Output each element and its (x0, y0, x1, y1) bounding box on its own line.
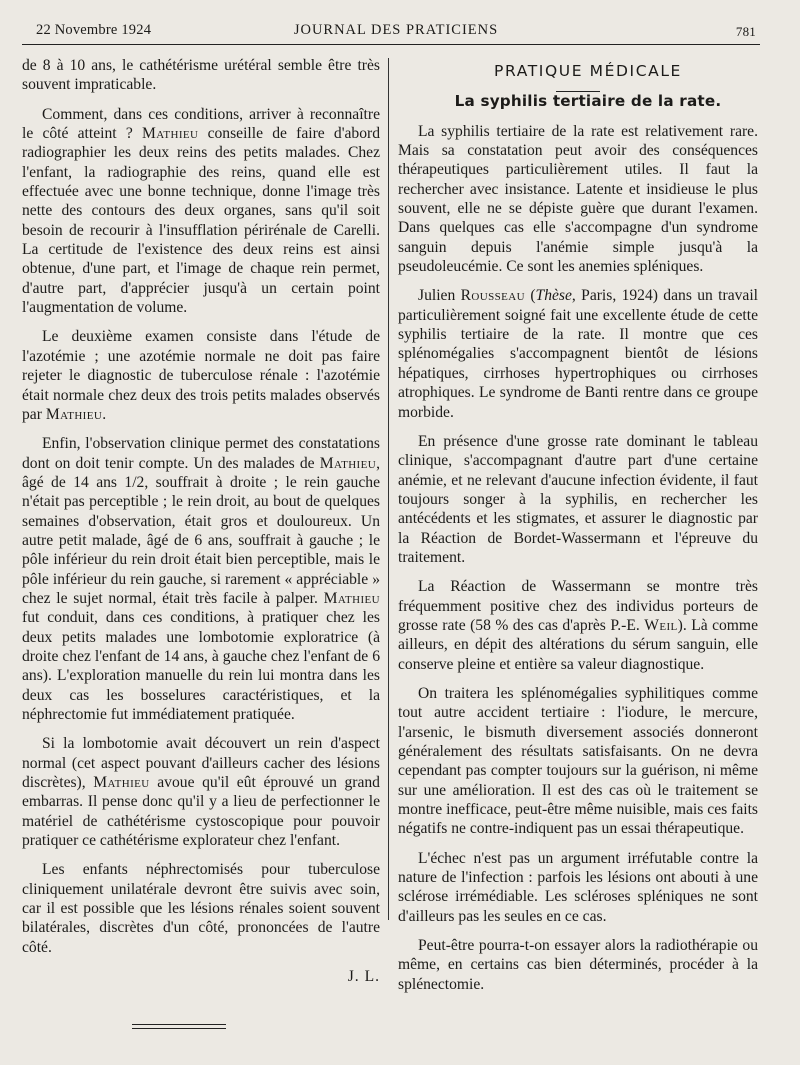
header-rule (22, 44, 760, 45)
paragraph: On traitera les splénomégalies syphilitiques comme tout autre accident tertiaire : l'iodure, le mercure, l'arsenic, le bismuth diversement associés donneront généralement des résultats satisfaisants. On ne devra cependant pas compter toujours sur la guérison, ni même sur une amélioration. Il est des cas où le traitement se montre inefficace, peut-être même nuisible, mais ces faits négatifs ne contre-indiquent pas un essai thérapeutique. (398, 684, 758, 838)
paragraph: Comment, dans ces conditions, arriver à reconnaître le côté atteint ? Mathieu conseille de faire d'abord radiographier les deux reins des petits malades. Chez l'enfant, la radiographie des reins, quand elle est effectuée avec une bonne technique, donne l'image très nette des contours des deux organes, sans qu'il soit besoin de recourir à l'insufflation périrénale de Carelli. La certitude de l'existence des deux reins est ainsi obtenue, d'une part, et l'image de chaque rein permet, d'autre part, d'apprécier jusqu'à un certain point l'augmentation de volume. (22, 105, 381, 317)
left-column (22, 56, 380, 1029)
author-name: Mathieu (319, 454, 377, 472)
paragraph: Enfin, l'observation clinique permet des constatations dont on doit tenir compte. Un des malades de Mathieu, âgé de 14 ans 1/2, souffrait à droite ; le rein gauche n'était pas perceptible ; le rein droit, au bout de quelques semaines d'observation, était gros et douloureux. Un autre petit malade, âgé de 6 ans, souffrait à gauche ; le pôle inférieur du rein droit était bien perceptible, mais le pôle inférieur du rein gauche, si rarement « appréciable » chez le sujet normal, était très facile à palper. Mathieu fut conduit, dans ces conditions, à pratiquer chez les deux petits malades une lombotomie exploratrice (à droite chez l'enfant de 14 ans, à gauche chez l'enfant de 6 ans). L'exploration manuelle du rein lui montra dans les deux cas les bosselures caractéristiques, et la néphrectomie fut immédiatement pratiquée. (22, 435, 380, 723)
paragraph: En présence d'une grosse rate dominant le tableau clinique, s'accompagnant d'autre part d'une certaine anémie, et ne relevant d'aucune infection évidente, il faut toujours songer à la syphilis, en rechercher les antécédents et les stigmates, et assurer le diagnostic par la Réaction de Bordet-Wassermann et l'épreuve du traitement. (398, 432, 758, 566)
end-of-article-rule (132, 1024, 226, 1029)
author-name: Mathieu (93, 774, 150, 792)
author-name: Mathieu (141, 125, 199, 143)
right-column (398, 62, 758, 1004)
paragraph: L'échec n'est pas un argument irréfutable contre la nature de l'infection : parfois les lésions ont abouti à une sclérose irrémédiable. Les scléroses spléniques ne sont d'ailleurs pas les seules en ce cas. (398, 849, 758, 925)
paragraph: Peut-être pourra-t-on essayer alors la radiothérapie ou même, en certains cas bien déterminés, procéder à la splénectomie. (398, 937, 758, 993)
citation-title: Thèse (535, 287, 572, 305)
journal-title: JOURNAL DES PRATICIENS (293, 22, 499, 38)
paragraph: Si la lombotomie avait découvert un rein d'aspect normal (cet aspect pouvant d'ailleurs cacher des lésions discrètes), Mathieu avoue qu'il eût éprouvé un grand embarras. Il pense donc qu'il y a lieu de perfectionner le matériel de cathétérisme cystoscopique pour pouvoir pratiquer ce cathétérisme explorateur chez l'enfant. (22, 735, 380, 850)
article-title: La syphilis tertiaire de la rate. (454, 92, 722, 111)
paragraph: Le deuxième examen consiste dans l'étude de l'azotémie ; une azotémie normale ne doit pas faire rejeter le diagnostic de tuberculose rénale : l'azotémie était normale chez deux des trois petits malades observés par Mathieu. (22, 328, 380, 423)
article-signature: J. L. (347, 968, 380, 986)
author-name: Mathieu (323, 589, 380, 607)
running-header (36, 22, 756, 44)
page-number: 781 (735, 24, 756, 39)
author-name: Rousseau (460, 287, 525, 305)
paragraph: La Réaction de Wassermann se montre très fréquemment positive chez des individus porteurs de grosse rate (58 % des cas d'après P.-E. Weil). Là comme ailleurs, en dépit des altérations du sérum sanguin, elle conserve pleine et entière sa valeur diagnostique. (398, 578, 758, 673)
paragraph: Julien Rousseau (Thèse, Paris, 1924) dans un travail particulièrement soigné fait une excellente étude de cette syphilis tertiaire de la rate. Il montre que ces splénomégalies s'accompagnent bientôt de lésions hépatiques, cirrhoses hypertrophiques ou cirrhoses atrophiques. Le syndrome de Banti rentre dans ce groupe morbide. (398, 287, 759, 421)
section-title: PRATIQUE MÉDICALE (494, 62, 682, 80)
issue-date: 22 Novembre 1924 (36, 22, 152, 38)
author-name: Weil (644, 616, 678, 634)
author-name: Mathieu (45, 405, 103, 423)
paragraph: de 8 à 10 ans, le cathétérisme urétéral semble être très souvent impraticable. (22, 57, 380, 94)
column-divider (388, 58, 389, 920)
paragraph: Les enfants néphrectomisés pour tuberculose cliniquement unilatérale devront être suivis avec soin, car il est possible que les lésions rénales soient souvent bilatérales, discrètes d'un côté, prononcées de l'autre côté. (22, 861, 380, 956)
paragraph: La syphilis tertiaire de la rate est relativement rare. Mais sa constatation peut avoir des conséquences thérapeutiques particulièrement utiles. Il faut la rechercher avec insistance. Latente et insidieuse le plus souvent, elle ne se dépiste guère que durant l'examen. Dans quelques cas elle s'accompagne d'un syndrome sanguin depuis l'anémie simple jusqu'à la pseudoleucémie. Ce sont les anemies spléniques. (398, 122, 758, 276)
